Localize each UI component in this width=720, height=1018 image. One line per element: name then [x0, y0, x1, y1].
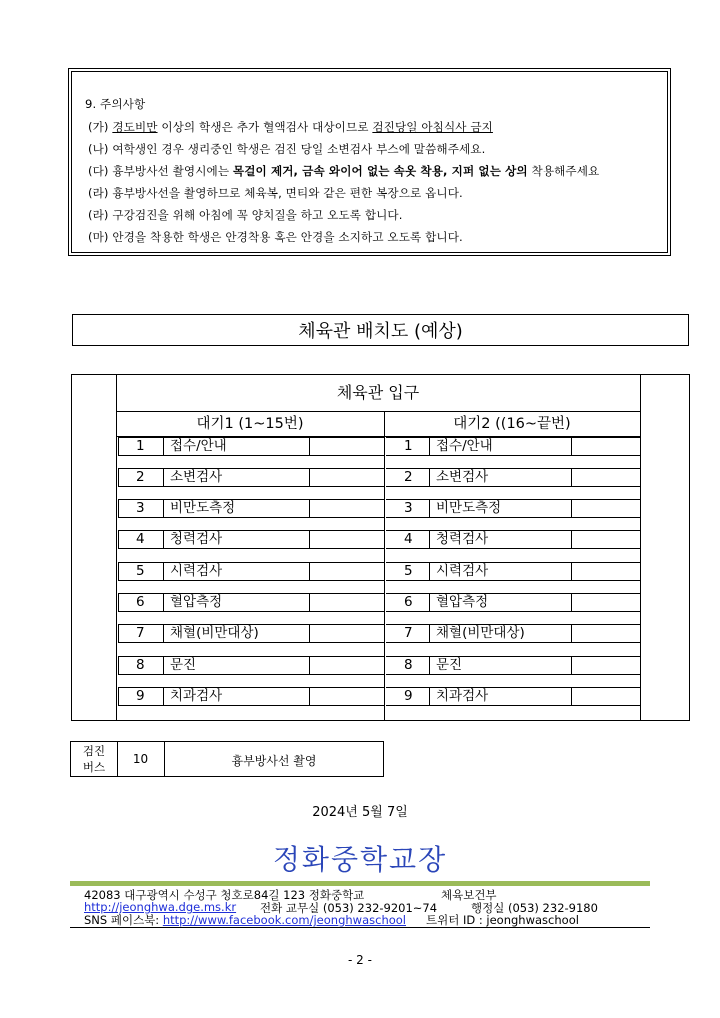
document-date: 2024년 5월 7일 — [312, 805, 408, 820]
station-row-left-divider-1 — [163, 656, 164, 674]
station-row-left-top-border — [118, 593, 384, 594]
station-left-name: 시력검사 — [170, 563, 223, 579]
station-right-name: 문진 — [436, 657, 463, 673]
station-row-right-top-border — [386, 530, 640, 531]
station-row-right-divider-2 — [571, 468, 572, 486]
station-left-number: 2 — [136, 469, 145, 485]
gym-entrance-label: 체육관 입구 — [336, 383, 420, 402]
station-row-left-bottom-border — [118, 674, 384, 675]
station-row-left-divider-1 — [163, 530, 164, 548]
station-left-number: 9 — [136, 688, 145, 704]
station-row-left-divider-2 — [309, 530, 310, 548]
footer-website-link[interactable]: http://jeonghwa.dge.ms.kr — [84, 900, 237, 914]
bus-station-name: 흉부방사선 촬영 — [231, 754, 317, 768]
bus-table — [70, 741, 384, 777]
station-row-left-edge — [118, 593, 119, 611]
station-right-name: 비만도측정 — [436, 500, 502, 516]
bus-label-line-1: 검진 — [82, 744, 106, 758]
station-row-right-bottom-border — [386, 455, 640, 456]
station-row-right-top-border — [386, 437, 640, 438]
station-left-name: 접수/안내 — [170, 438, 227, 454]
notice-item-na: (나) 여학생인 경우 생리중인 학생은 검진 당일 소변검사 부스에 말씀해주세요. — [88, 142, 486, 156]
station-row-right-bottom-border — [386, 580, 640, 581]
station-row-right-top-border — [386, 593, 640, 594]
station-row-left-edge — [118, 437, 119, 455]
station-left-number: 6 — [136, 594, 145, 610]
station-right-name: 치과검사 — [436, 688, 489, 704]
notice-item-ra-2: (라) 구강검진을 위해 아침에 꼭 양치질을 하고 오도록 합니다. — [88, 208, 403, 222]
gym-entrance-divider — [116, 411, 640, 412]
station-left-number: 7 — [136, 625, 145, 641]
station-row-left-divider-2 — [309, 656, 310, 674]
station-row-left-edge — [118, 530, 119, 548]
station-row-right-bottom-border — [386, 517, 640, 518]
footer-rule — [70, 927, 650, 928]
station-left-number: 4 — [136, 531, 145, 547]
station-right-number: 8 — [404, 657, 413, 673]
station-row-left-divider-1 — [163, 624, 164, 642]
station-row-left-top-border — [118, 530, 384, 531]
station-row-right-divider-1 — [429, 656, 430, 674]
station-left-number: 3 — [136, 500, 145, 516]
notice-title: 9. 주의사항 — [85, 97, 146, 111]
station-row-left-divider-2 — [309, 437, 310, 455]
station-row-left-edge — [118, 687, 119, 705]
station-row-right-divider-2 — [571, 687, 572, 705]
station-row-left-bottom-border — [118, 705, 384, 706]
station-row-right-top-border — [386, 687, 640, 688]
station-row-left-bottom-border — [118, 580, 384, 581]
footer-twitter: 트위터 ID : jeonghwaschool — [426, 913, 579, 927]
station-right-name: 접수/안내 — [436, 438, 493, 454]
footer-department: 체육보건부 — [441, 888, 497, 902]
station-row-left-divider-1 — [163, 468, 164, 486]
notice-item-da-prefix: (다) 흉부방사선 촬영시에는 — [88, 164, 233, 178]
station-right-number: 7 — [404, 625, 413, 641]
station-row-left-edge — [118, 656, 119, 674]
notice-item-ra-1: (라) 흉부방사선을 촬영하므로 체육복, 면티와 같은 편한 복장으로 옵니다. — [88, 186, 463, 200]
station-row-left-divider-2 — [309, 624, 310, 642]
station-row-right-top-border — [386, 656, 640, 657]
station-row-right-divider-1 — [429, 468, 430, 486]
footer-phone: 전화 교무실 (053) 232-9201~74 — [260, 901, 438, 915]
notice-item-ga-mid: 이상의 학생은 추가 혈액검사 대상이므로 — [157, 120, 373, 134]
station-right-name: 혈압측정 — [436, 594, 489, 610]
station-left-number: 1 — [136, 438, 145, 454]
station-row-left-top-border — [118, 437, 384, 438]
station-row-left-top-border — [118, 562, 384, 563]
footer-admin-phone: 행정실 (053) 232-9180 — [471, 901, 598, 915]
station-row-left-bottom-border — [118, 455, 384, 456]
station-row-left-bottom-border — [118, 611, 384, 612]
station-left-number: 5 — [136, 563, 145, 579]
station-row-right-divider-2 — [571, 437, 572, 455]
station-right-name: 소변검사 — [436, 469, 489, 485]
notice-item-ga-underline-1: 경도비만 — [112, 120, 158, 134]
gym-center-divider — [384, 411, 385, 720]
station-row-right-divider-1 — [429, 499, 430, 517]
station-right-number: 1 — [404, 438, 413, 454]
notice-inner-border — [71, 71, 668, 253]
station-row-right-bottom-border — [386, 548, 640, 549]
notice-item-ga-underline-2: 검진당일 아침식사 금지 — [372, 120, 493, 134]
station-row-right-divider-2 — [571, 530, 572, 548]
station-row-left-divider-1 — [163, 437, 164, 455]
station-right-name: 시력검사 — [436, 563, 489, 579]
station-row-left-divider-2 — [309, 499, 310, 517]
station-left-name: 청력검사 — [170, 531, 223, 547]
station-row-right-divider-1 — [429, 530, 430, 548]
footer-facebook-link[interactable]: http://www.facebook.com/jeonghwaschool — [162, 913, 406, 927]
footer-sns — [84, 912, 406, 928]
notice-item-da — [88, 163, 599, 179]
station-row-right-top-border — [386, 468, 640, 469]
station-right-name: 채혈(비만대상) — [436, 625, 525, 641]
station-row-left-divider-2 — [309, 468, 310, 486]
station-row-right-divider-2 — [571, 624, 572, 642]
station-row-right-bottom-border — [386, 486, 640, 487]
station-row-right-divider-1 — [429, 593, 430, 611]
notice-box — [68, 68, 671, 256]
station-row-right-divider-2 — [571, 499, 572, 517]
station-row-left-edge — [118, 468, 119, 486]
station-row-left-bottom-border — [118, 548, 384, 549]
station-row-left-top-border — [118, 499, 384, 500]
station-row-right-bottom-border — [386, 705, 640, 706]
station-row-right-divider-1 — [429, 624, 430, 642]
station-left-name: 치과검사 — [170, 688, 223, 704]
station-row-left-divider-1 — [163, 593, 164, 611]
station-row-left-divider-1 — [163, 562, 164, 580]
station-right-number: 2 — [404, 469, 413, 485]
station-row-right-divider-2 — [571, 562, 572, 580]
station-left-number: 8 — [136, 657, 145, 673]
principal-signature: 정화중학교장 — [272, 843, 448, 876]
station-row-right-divider-2 — [571, 656, 572, 674]
notice-item-da-suffix: 착용해주세요 — [527, 164, 600, 178]
station-row-left-divider-1 — [163, 687, 164, 705]
station-left-name: 문진 — [170, 657, 197, 673]
notice-item-ma: (마) 안경을 착용한 학생은 안경착용 혹은 안경을 소지하고 오도록 합니다. — [88, 230, 463, 244]
station-row-right-divider-2 — [571, 593, 572, 611]
notice-item-da-bold: 목걸이 제거, 금속 와이어 없는 속옷 착용, 지퍼 없는 상의 — [232, 164, 528, 178]
station-row-left-bottom-border — [118, 642, 384, 643]
station-row-right-bottom-border — [386, 642, 640, 643]
layout-title: 체육관 배치도 (예상) — [298, 321, 463, 342]
station-row-right-top-border — [386, 499, 640, 500]
station-row-left-edge — [118, 499, 119, 517]
waiting-area-1-label: 대기1 (1~15번) — [196, 416, 304, 432]
footer-address: 42083 대구광역시 수성구 청호로84길 123 정화중학교 — [84, 888, 365, 902]
station-row-right-divider-1 — [429, 562, 430, 580]
station-left-name: 채혈(비만대상) — [170, 625, 259, 641]
station-row-left-divider-2 — [309, 687, 310, 705]
station-left-name: 소변검사 — [170, 469, 223, 485]
station-row-left-top-border — [118, 687, 384, 688]
station-right-name: 청력검사 — [436, 531, 489, 547]
gym-right-inner-border — [640, 375, 641, 720]
station-row-right-top-border — [386, 562, 640, 563]
station-row-right-divider-1 — [429, 687, 430, 705]
station-row-left-bottom-border — [118, 486, 384, 487]
station-right-number: 6 — [404, 594, 413, 610]
notice-item-ga-prefix: (가) — [88, 120, 113, 134]
bus-label — [71, 743, 117, 775]
bus-label-line-2: 버스 — [82, 760, 106, 774]
station-row-left-top-border — [118, 656, 384, 657]
station-row-left-divider-1 — [163, 499, 164, 517]
footer-sns-label: SNS 페이스북: — [84, 913, 163, 927]
station-row-left-top-border — [118, 468, 384, 469]
station-left-name: 비만도측정 — [170, 500, 236, 516]
station-right-number: 9 — [404, 688, 413, 704]
station-row-left-edge — [118, 562, 119, 580]
station-row-left-divider-2 — [309, 593, 310, 611]
station-right-number: 3 — [404, 500, 413, 516]
bus-number: 10 — [132, 752, 149, 766]
station-row-left-bottom-border — [118, 517, 384, 518]
station-row-right-bottom-border — [386, 611, 640, 612]
notice-item-ga — [88, 119, 493, 135]
station-row-left-divider-2 — [309, 562, 310, 580]
station-left-name: 혈압측정 — [170, 594, 223, 610]
waiting-area-2-label: 대기2 ((16~끝번) — [453, 416, 571, 432]
layout-title-box — [72, 314, 689, 346]
page-number: - 2 - — [348, 953, 372, 967]
station-right-number: 5 — [404, 563, 413, 579]
station-row-right-divider-1 — [429, 437, 430, 455]
station-row-left-edge — [118, 624, 119, 642]
footer-green-bar — [70, 881, 650, 886]
station-right-number: 4 — [404, 531, 413, 547]
station-row-right-bottom-border — [386, 674, 640, 675]
